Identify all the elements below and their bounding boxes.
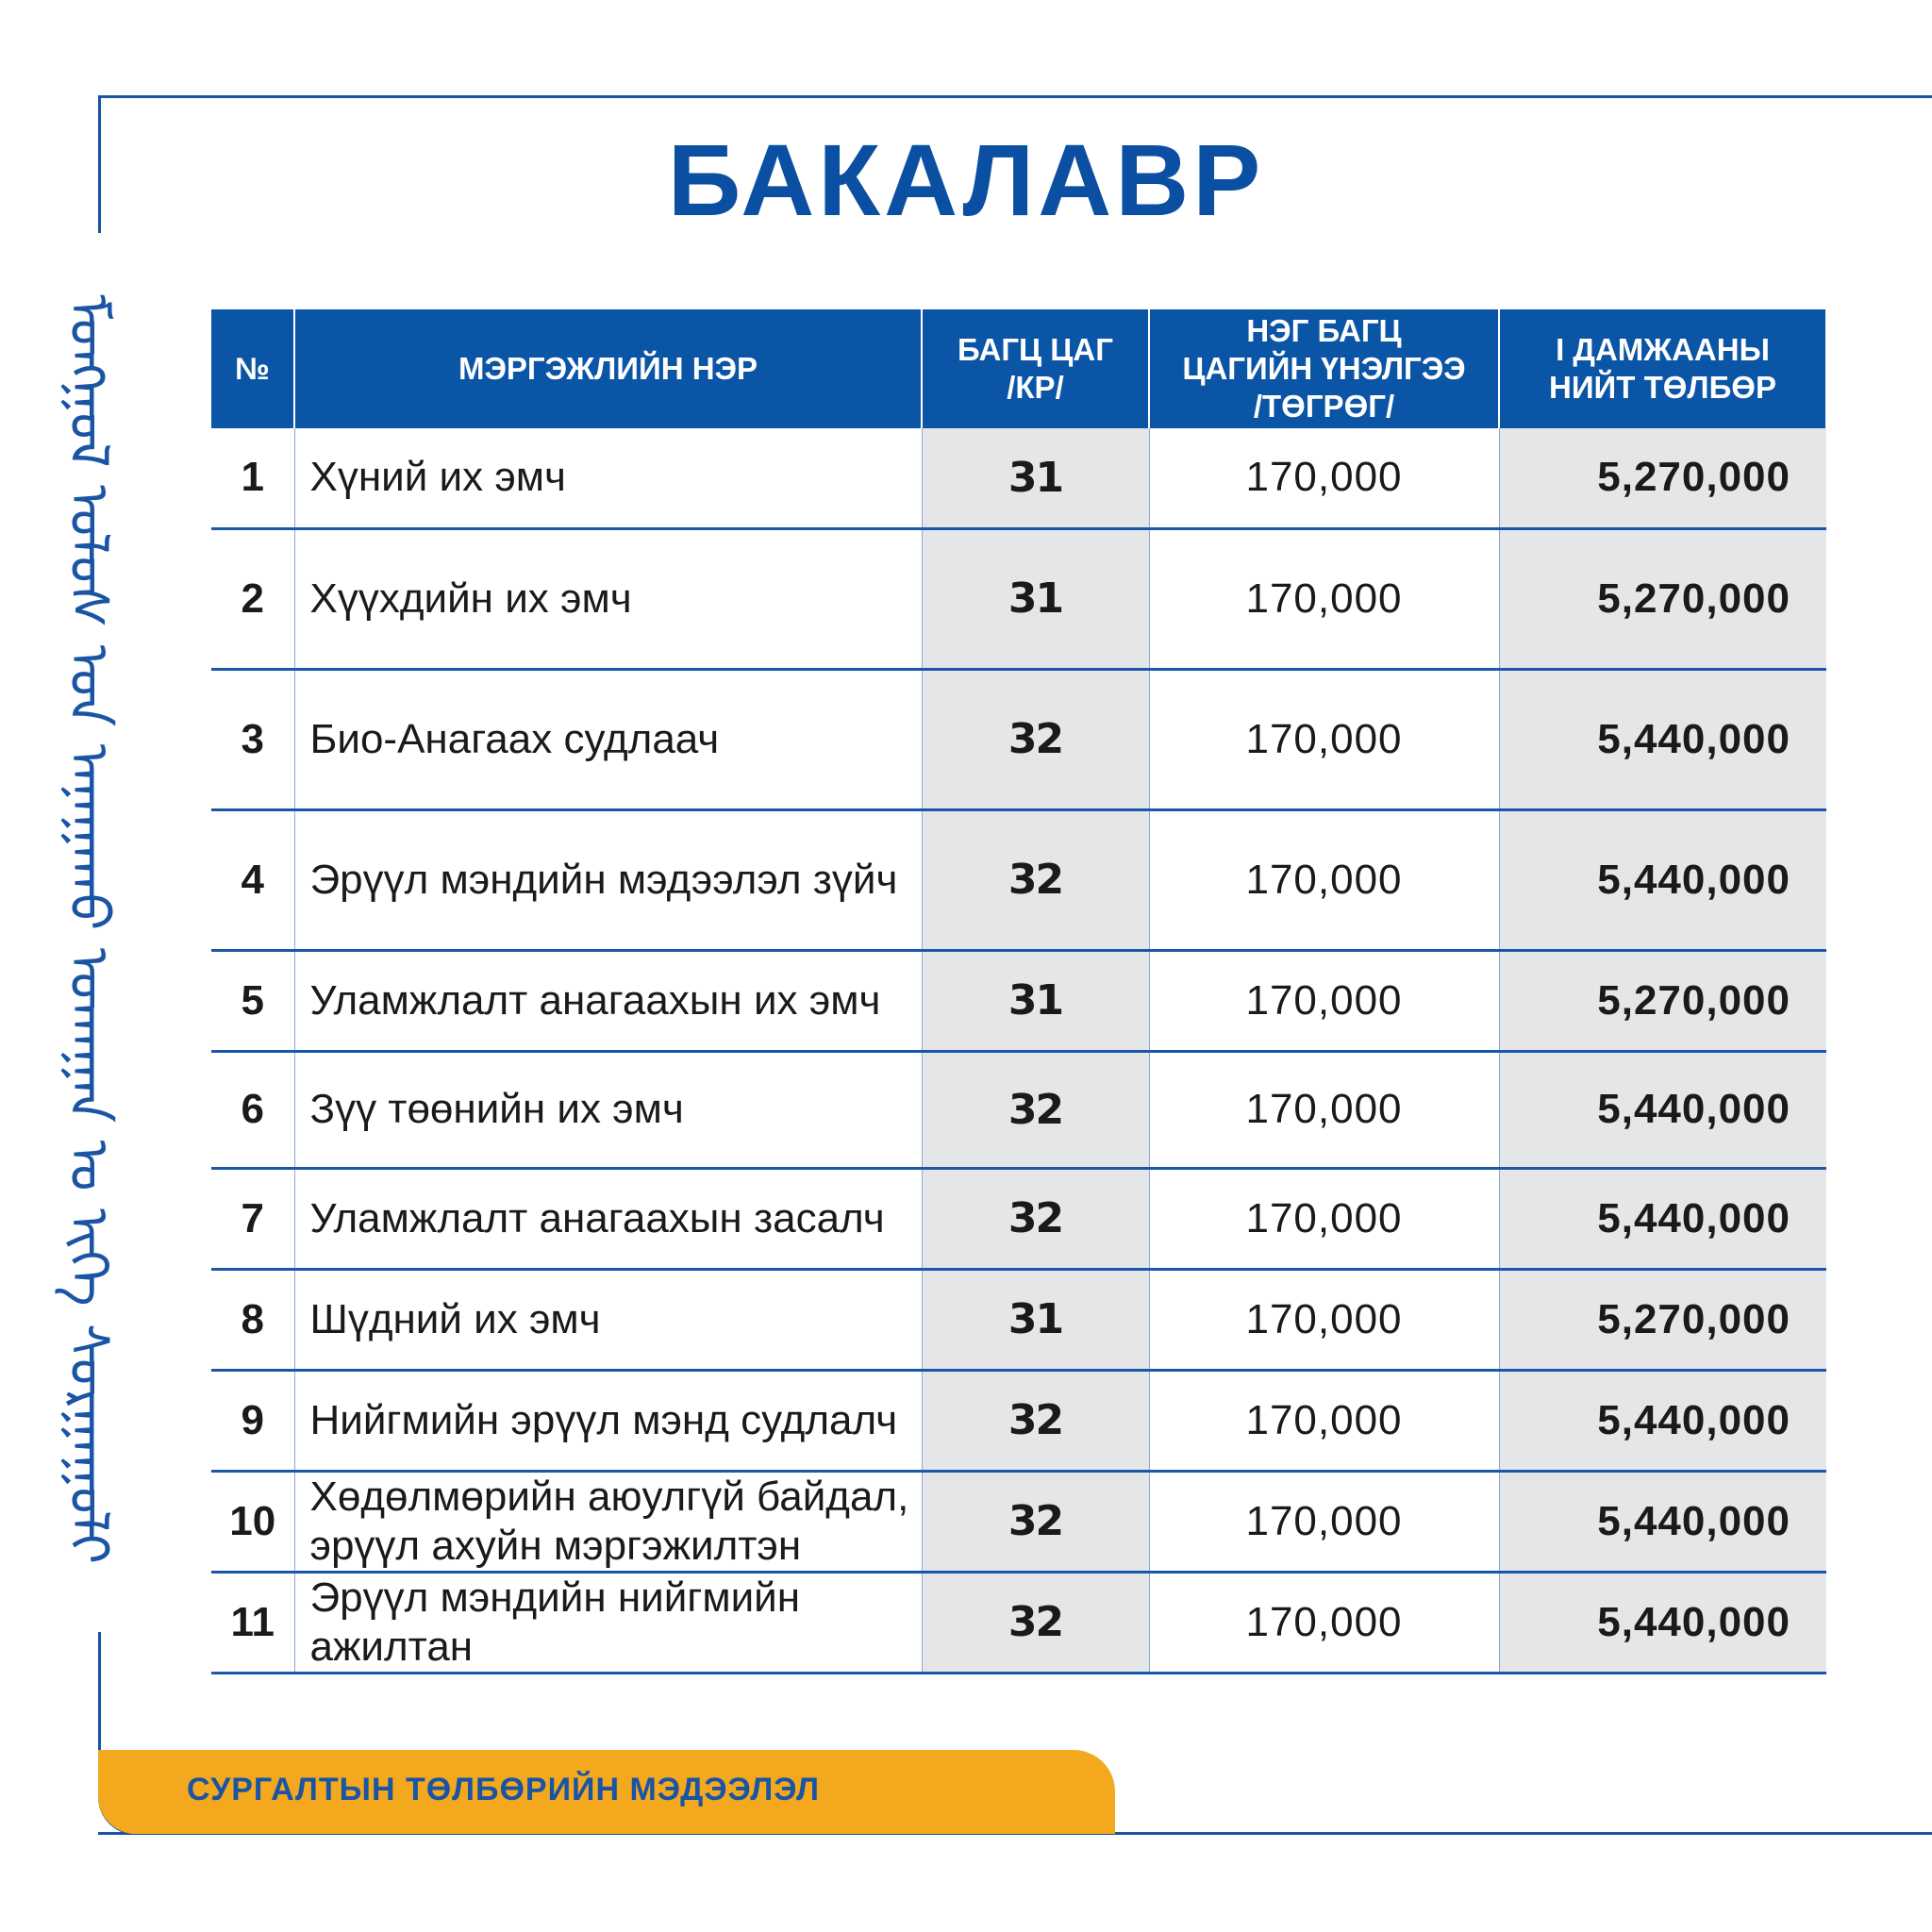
frame-top-line: [98, 95, 1932, 98]
header-total-fee: [1499, 309, 1826, 428]
cell-number: 5: [211, 950, 294, 1051]
cell-credit-rate: 170,000: [1149, 428, 1499, 528]
program-name-line1: Хөдөлмөрийн аюулгүй байдал,: [309, 1473, 909, 1520]
cell-credits: 31: [922, 428, 1149, 528]
header-credits: [922, 309, 1149, 428]
program-name-line1: Хүүхдийн их эмч: [309, 575, 632, 622]
cell-number: 3: [211, 669, 294, 809]
table-row: [211, 1168, 1826, 1269]
cell-number: 11: [211, 1572, 294, 1673]
program-name-line1: Эрүүл мэндийн нийгмийн: [309, 1574, 801, 1621]
cell-credit-rate: 170,000: [1149, 809, 1499, 950]
header-program-name-label: МЭРГЭЖЛИЙН НЭР: [458, 351, 758, 386]
cell-program-name: [294, 1269, 922, 1370]
table-row: [211, 809, 1826, 950]
tuition-table: [211, 309, 1827, 1674]
cell-total-fee: 5,440,000: [1499, 1572, 1826, 1673]
cell-program-name: [294, 669, 922, 809]
header-number-label: №: [235, 351, 270, 386]
side-script-text: ᠮᠣᠩᠭᠣᠯ ᠤᠯᠤᠰ ᠤᠨ ᠠᠨᠠᠭᠠᠬᠤ ᠤᠬᠠᠭᠠᠨ ᠤ ᠢᠬᠡ ᠰᠤᠷᠭᠠᠭᠤᠯᠢ: [57, 294, 122, 1564]
program-name-line2: эрүүл ахуйн мэргэжилтэн: [309, 1522, 802, 1569]
table-row: [211, 950, 1826, 1051]
cell-number: 6: [211, 1051, 294, 1168]
cell-credit-rate: 170,000: [1149, 1471, 1499, 1572]
cell-credits: 31: [922, 950, 1149, 1051]
program-name-line1: Шүдний их эмч: [309, 1295, 601, 1342]
program-name-line1: Эрүүл мэндийн мэдээлэл зүйч: [309, 856, 898, 903]
cell-program-name: [294, 950, 922, 1051]
cell-number: 4: [211, 809, 294, 950]
program-name-line1: Хүний их эмч: [309, 454, 566, 501]
cell-program-name: [294, 1572, 922, 1673]
cell-credits: 32: [922, 669, 1149, 809]
cell-credit-rate: 170,000: [1149, 1572, 1499, 1673]
cell-total-fee: 5,440,000: [1499, 1168, 1826, 1269]
cell-number: 10: [211, 1471, 294, 1572]
header-credit-rate: [1149, 309, 1499, 428]
table-row: [211, 1051, 1826, 1168]
table-row: [211, 428, 1826, 528]
cell-credits: 32: [922, 809, 1149, 950]
program-name-line1: Уламжлалт анагаахын их эмч: [309, 976, 881, 1024]
cell-total-fee: 5,270,000: [1499, 528, 1826, 669]
cell-credit-rate: 170,000: [1149, 1269, 1499, 1370]
header-rate-line1: НЭГ БАГЦ: [1246, 313, 1402, 348]
header-row: [211, 309, 1826, 428]
cell-program-name: [294, 1471, 922, 1572]
cell-program-name: [294, 528, 922, 669]
table-row: [211, 1269, 1826, 1370]
cell-total-fee: 5,440,000: [1499, 669, 1826, 809]
cell-credit-rate: 170,000: [1149, 669, 1499, 809]
header-program-name: [294, 309, 922, 428]
cell-credit-rate: 170,000: [1149, 950, 1499, 1051]
cell-credits: 31: [922, 528, 1149, 669]
cell-total-fee: 5,440,000: [1499, 1471, 1826, 1572]
cell-credits: 31: [922, 1269, 1149, 1370]
cell-program-name: [294, 1370, 922, 1471]
header-credits-line1: БАГЦ ЦАГ: [958, 332, 1113, 367]
cell-program-name: [294, 428, 922, 528]
header-total-line2: НИЙТ ТӨЛБӨР: [1549, 370, 1776, 405]
cell-total-fee: 5,270,000: [1499, 950, 1826, 1051]
cell-program-name: [294, 1051, 922, 1168]
cell-credit-rate: 170,000: [1149, 1168, 1499, 1269]
cell-number: 7: [211, 1168, 294, 1269]
cell-total-fee: 5,270,000: [1499, 428, 1826, 528]
table-body: [211, 428, 1826, 1673]
cell-number: 9: [211, 1370, 294, 1471]
cell-credit-rate: 170,000: [1149, 528, 1499, 669]
header-number: [211, 309, 294, 428]
program-name-line1: Уламжлалт анагаахын засалч: [309, 1194, 885, 1241]
cell-total-fee: 5,270,000: [1499, 1269, 1826, 1370]
header-rate-line2: ЦАГИЙН ҮНЭЛГЭЭ: [1182, 351, 1466, 386]
program-name-line1: Био-Анагаах судлаач: [309, 715, 720, 762]
table-row: [211, 669, 1826, 809]
cell-program-name: [294, 809, 922, 950]
page-title: БАКАЛАВР: [667, 123, 1265, 237]
program-name-line1: Нийгмийн эрүүл мэнд судлалч: [309, 1396, 898, 1443]
table-row: [211, 1471, 1826, 1572]
header-credits-line2: /КР/: [1007, 370, 1064, 405]
cell-credits: 32: [922, 1370, 1149, 1471]
cell-credits: 32: [922, 1168, 1149, 1269]
cell-number: 8: [211, 1269, 294, 1370]
table-row: [211, 528, 1826, 669]
table-row: [211, 1572, 1826, 1673]
cell-program-name: [294, 1168, 922, 1269]
cell-credits: 32: [922, 1051, 1149, 1168]
mongolian-script-side-text: [57, 269, 130, 1590]
cell-total-fee: 5,440,000: [1499, 1051, 1826, 1168]
cell-credits: 32: [922, 1471, 1149, 1572]
footer-label: СУРГАЛТЫН ТӨЛБӨРИЙН МЭДЭЭЛЭЛ: [187, 1772, 821, 1807]
table-header: [211, 309, 1826, 428]
header-total-line1: I ДАМЖААНЫ: [1556, 332, 1770, 367]
cell-credit-rate: 170,000: [1149, 1051, 1499, 1168]
program-name-line2: ажилтан: [309, 1623, 474, 1670]
cell-total-fee: 5,440,000: [1499, 809, 1826, 950]
table-row: [211, 1370, 1826, 1471]
header-rate-line3: /ТӨГРӨГ/: [1253, 389, 1395, 424]
cell-credit-rate: 170,000: [1149, 1370, 1499, 1471]
frame-left-line-bottom: [98, 1632, 101, 1741]
cell-number: 2: [211, 528, 294, 669]
program-name-line1: Зүү төөнийн их эмч: [309, 1086, 684, 1132]
cell-number: 1: [211, 428, 294, 528]
cell-total-fee: 5,440,000: [1499, 1370, 1826, 1471]
cell-credits: 32: [922, 1572, 1149, 1673]
